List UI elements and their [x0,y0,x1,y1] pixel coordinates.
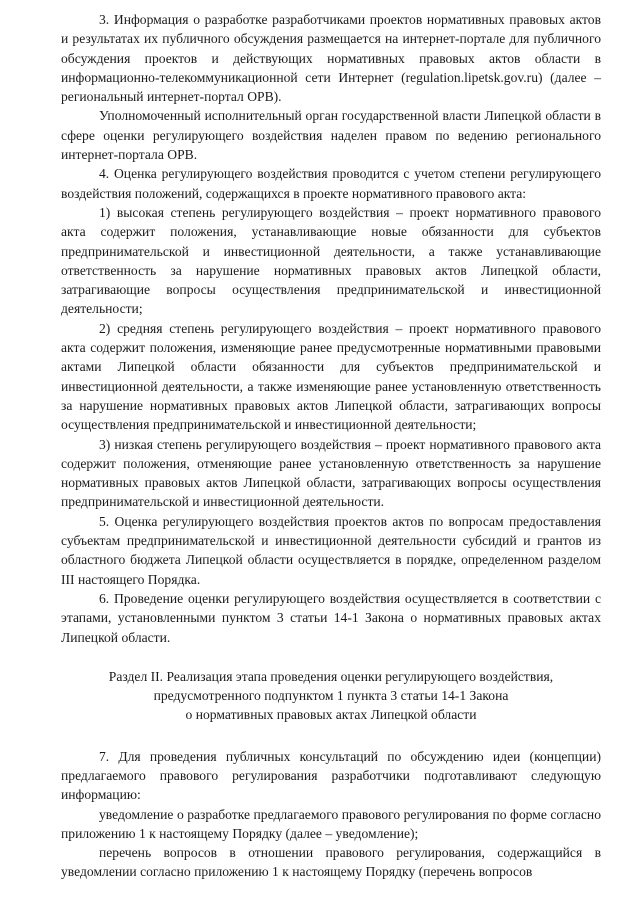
paragraph-3: 3. Информация о разработке разработчиками проектов нормативных правовых актов и результатах их публичного обсуждения размещается на интернет-портале для публичного обсуждения проектов и действующих нормативных правовых актов области в информационно-телекоммуникационной сети Интернет (regulation.lipetsk.gov.ru) (далее – региональный интернет-портал ОРВ). [61,12,601,105]
paragraph-6: 6. Проведение оценки регулирующего воздействия осуществляется в соответствии с этапами, установленными пунктом 3 статьи 14-1 Закона о нормативных правовых актах Липецкой области. [61,590,601,645]
section-heading-line-3: о нормативных правовых актах Липецкой области [185,707,477,723]
paragraph-4-item-2: 2) средняя степень регулирующего воздействия – проект нормативного правового акта содержит положения, изменяющие ранее предусмотренные нормативными правовыми актами Липецкой области обязанности для субъектов предпринимательской и инвестиционной деятельности, а также изменяющие ранее установленную ответственность за нарушение нормативных правовых актов Липецкой области, затрагивающих вопросы осуществления предпринимательской и инвестиционной деятельности; [61,320,601,433]
paragraph-7: 7. Для проведения публичных консультаций по обсуждению идеи (концепции) предлагаемого правового регулирования разработчики подготавливают следующую информацию: [61,748,601,803]
document-page [61,10,601,882]
section-heading [61,667,601,725]
paragraph-7-notification: уведомление о разработке предлагаемого правового регулирования по форме согласно приложению 1 к настоящему Порядку (далее – уведомление); [61,806,601,841]
paragraph-4: 4. Оценка регулирующего воздействия проводится с учетом степени регулирующего воздействия положений, содержащихся в проекте нормативного правового акта: [61,166,601,201]
section-heading-line-1: Раздел II. Реализация этапа проведения оценки регулирующего воздействия, [108,668,554,684]
paragraph-5: 5. Оценка регулирующего воздействия проектов актов по вопросам предоставления субъектам предпринимательской и инвестиционной деятельности субсидий и грантов из областного бюджета Липецкой области осуществляется в порядке, определенном разделом III настоящего Порядка. [61,513,601,587]
paragraph-7-question-list: перечень вопросов в отношении правового регулирования, содержащийся в уведомлении согласно приложению 1 к настоящему Порядку (перечень вопросов [61,845,601,880]
paragraph-portal-operator: Уполномоченный исполнительный орган государственной власти Липецкой области в сфере оценки регулирующего воздействия наделен правом по ведению регионального интернет-портала ОРВ. [61,108,601,163]
paragraph-4-item-3: 3) низкая степень регулирующего воздействия – проект нормативного правового акта содержит положения, отменяющие ранее установленную ответственность за нарушение нормативных правовых актов Липецкой области, затрагивающих вопросы осуществления предпринимательской и инвестиционной деятельности. [61,436,601,510]
paragraph-4-item-1: 1) высокая степень регулирующего воздействия – проект нормативного правового акта содержит положения, устанавливающие новые обязанности для субъектов предпринимательской и инвестиционной деятельности, а также устанавливающие ответственность за нарушение нормативных правовых актов Липецкой области, затрагивающие вопросы осуществления предпринимательской и инвестиционной деятельности; [61,204,601,317]
section-heading-line-2: предусмотренного подпунктом 1 пункта 3 статьи 14-1 Закона [153,688,509,704]
